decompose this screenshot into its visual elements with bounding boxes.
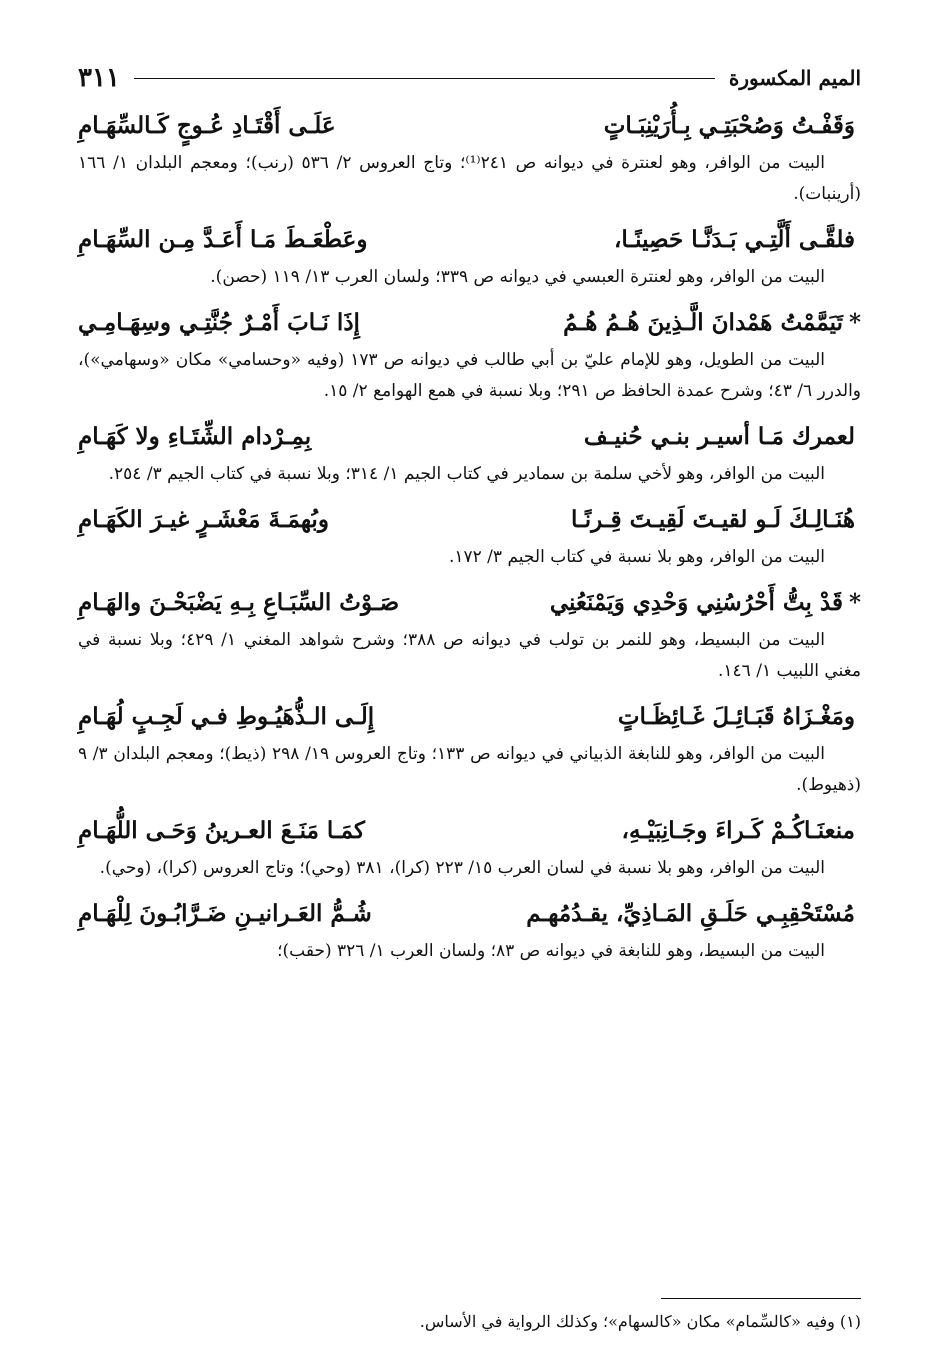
verse-note: البيت من الوافر، وهو بلا نسبة في كتاب الجيم ٣/ ١٧٢. [448,547,825,567]
verse-line [78,581,861,625]
footnote: (١) وفيه «كالسِّمام» مكان «كالسهام»؛ وكذلك الرواية في الأساس. [419,1312,861,1331]
second-hemistich: وبُهمَـةَ مَعْشَـرٍ غيـرَ الكَهَـامِ [78,506,329,533]
second-hemistich: إِلَـى الـذُّهَيُـوطِ فـي لَجِـبٍ لُهَـامِ [78,703,375,730]
verse-note: البيت من الوافر، وهو لأخي سلمة بن سمادير في كتاب الجيم ١/ ٣١٤؛ وبلا نسبة في كتاب الجيم ٣/ ٢٥٤. [108,464,825,484]
verse-line [78,892,861,936]
first-hemistich: *قَدْ بِتُّ أَحْرُسُنِي وَحْدِي وَيَمْنَعُنِي [549,589,861,616]
first-hemistich: مُسْتَحْقِبِـي حَلَـقِ المَـاذِيِّ، يقـدُمُهـم [526,900,855,927]
second-hemistich: بِمِـرْدام الشِّتَـاءِ ولا كَهَـامِ [78,423,312,450]
first-hemistich: لعمرك مَـا أسيـر بنـي حُنيـف [583,423,855,450]
verse-line [78,809,861,853]
verse-note: البيت من الطويل، وهو للإمام عليّ بن أبي طالب في ديوانه ص ١٧٣ (وفيه «وحسامي» مكان «وسهامي»)، والدرر ٦/ ٤٣؛ وشرح عمدة الحافظ ص ٢٩١؛ وبلا نسبة في همع الهوامع ٢/ ١٥. [78,350,861,401]
header-rule [134,78,715,79]
second-hemistich: إِذَا نَـابَ أَمْـرٌ جُنَّتِـي وسِهَـامِـي [78,309,360,336]
verse-entry [78,809,861,884]
first-hemistich: منعنَـاكُـمْ كَـراءَ وجَـانِبَيْـهِ، [621,817,855,844]
verse-note: البيت من الوافر، وهو لعنترة في ديوانه ص ٢٤١⁽¹⁾؛ وتاج العروس ٢/ ٥٣٦ (رنب)؛ ومعجم البلدان ١/ ١٦٦ (أرينبات). [78,153,861,204]
verse-entry [78,695,861,801]
verse-note: البيت من الوافر، وهو لعنترة العبسي في ديوانه ص ٣٣٩؛ ولسان العرب ١٣/ ١١٩ (حصن). [210,267,825,287]
verse-line [78,415,861,459]
verse-note: البيت من الوافر، وهو بلا نسبة في لسان العرب ١٥/ ٢٢٣ (كرا)، ٣٨١ (وحي)؛ وتاج العروس (كرا)، (وحي). [99,858,825,878]
verse-entry [78,581,861,687]
page-number: ٣١١ [78,63,120,93]
first-hemistich: وَقَفْـتُ وَصُحْبَتِـي بِـأُرَيْنِبَـاتٍ [603,112,855,139]
first-hemistich: *تَيَمَّمْتُ هَمْدانَ الَّـذِينَ هُـمُ هُـمُ [563,309,861,336]
verse-line [78,104,861,148]
verse-entry [78,104,861,210]
second-hemistich: شُـمُّ العَـرانيـنِ ضَـرَّابُـونَ لِلْهَـامِ [78,900,372,927]
second-hemistich: وعَطْعَـطَ مَـا أَعَـدَّ مِـن السِّهَـامِ [78,226,368,253]
first-hemistich: ومَغْـزَاهُ قَبَـائِـلَ غَـائِظَـاتٍ [617,703,855,730]
chapter-title: الميم المكسورة [728,66,861,90]
verse-entry [78,415,861,490]
first-hemistich: فلقَّـى أَلَّتِـي بَـدَنَّـا حَصِينًـا، [614,226,855,253]
verse-line [78,695,861,739]
star-marker: * [848,589,861,616]
first-hemistich: هُنَـالِـكَ لَـو لقيـتَ لَقِيـتَ قِـرنًـا [571,506,855,533]
footnote-rule [661,1298,861,1299]
second-hemistich: عَلَـى أَقْتَـادِ عُـوجٍ كَـالسِّهَـامِ [78,112,336,139]
verse-line [78,498,861,542]
verse-note: البيت من البسيط، وهو للنابغة في ديوانه ص ٨٣؛ ولسان العرب ١/ ٣٢٦ (حقب)؛ [277,941,825,961]
second-hemistich: صَـوْتُ السِّبَـاعِ بِـهِ يَضْبَحْـنَ والهَـامِ [78,589,400,616]
verse-note: البيت من الوافر، وهو للنابغة الذبياني في ديوانه ص ١٣٣؛ وتاج العروس ١٩/ ٢٩٨ (ذيط)؛ ومعجم البلدان ٣/ ٩ (ذهيوط). [78,744,861,795]
verse-line [78,301,861,345]
star-marker: * [848,309,861,336]
verse-note: البيت من البسيط، وهو للنمر بن تولب في ديوانه ص ٣٨٨؛ وشرح شواهد المغني ١/ ٤٢٩؛ وبلا نسبة في مغني اللبيب ١/ ١٤٦. [78,630,861,681]
verse-entry [78,218,861,293]
verse-entry [78,892,861,967]
page-body [78,60,861,967]
footnotes [78,1298,861,1335]
verse-entry [78,498,861,573]
verse-list [78,104,861,967]
verse-entry [78,301,861,407]
verse-line [78,218,861,262]
second-hemistich: كمَـا مَنَـعَ العـرينُ وَحَـى اللُّهَـامِ [78,817,365,844]
running-header [78,60,861,96]
